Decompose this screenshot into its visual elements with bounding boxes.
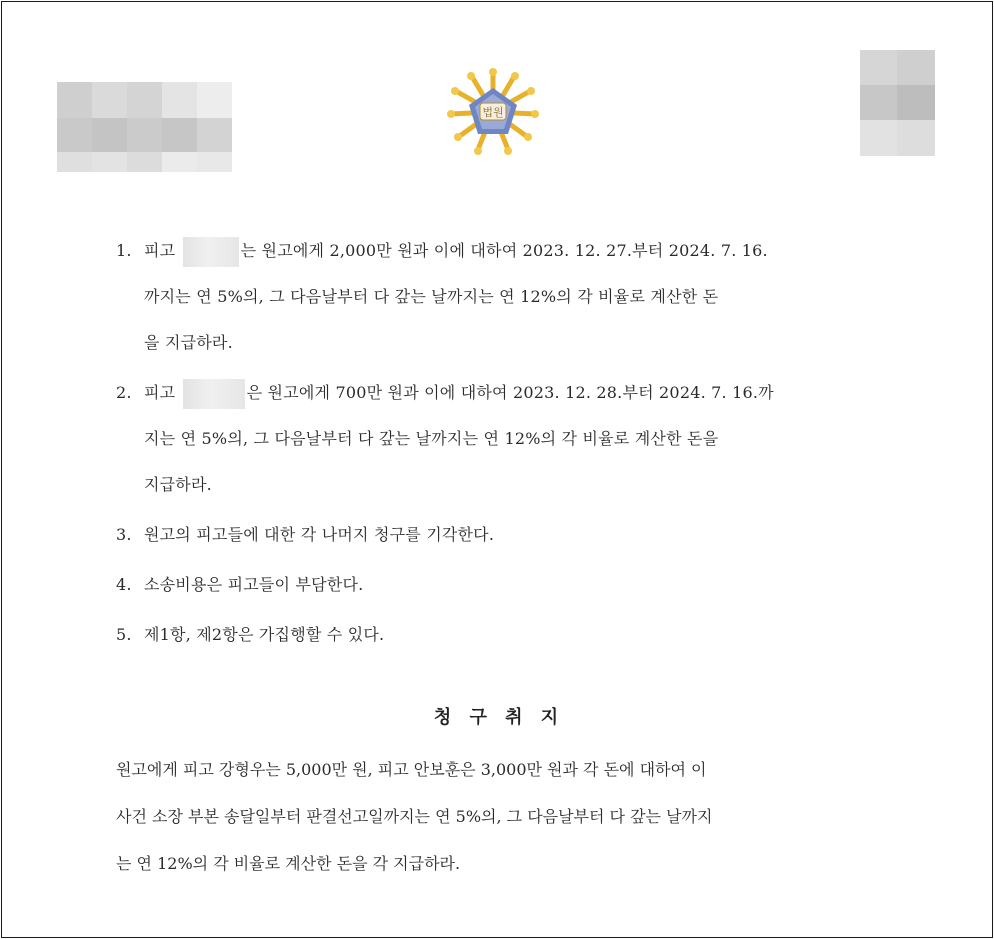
order-line: 피고 은 원고에게 700만 원과 이에 대하여 2023. 12. 28.부터 2024. 7. 16.까 — [116, 370, 876, 416]
order-item-5 — [116, 612, 876, 658]
judgment-orders — [116, 228, 876, 658]
order-number: 4. — [116, 575, 132, 594]
order-line: 제1항, 제2항은 가집행할 수 있다. — [144, 625, 385, 644]
order-line: 피고 는 원고에게 2,000만 원과 이에 대하여 2023. 12. 27.부터 2024. 7. 16. — [116, 228, 876, 274]
redacted-name — [183, 379, 245, 409]
order-item-4 — [116, 562, 876, 608]
claims-line: 는 연 12%의 각 비율로 계산한 돈을 각 지급하라. — [116, 854, 461, 873]
order-line: 까지는 연 5%의, 그 다음날부터 다 갚는 날까지는 연 12%의 각 비율로 계산한 돈 — [144, 287, 719, 306]
order-line: 을 지급하라. — [144, 333, 233, 352]
redacted-header-right — [860, 50, 935, 156]
order-item-1 — [116, 228, 876, 366]
section-title: 청 구 취 지 — [433, 707, 565, 728]
claims-line: 원고에게 피고 강형우는 5,000만 원, 피고 안보훈은 3,000만 원과 각 돈에 대하여 이 — [116, 760, 707, 779]
claims-paragraph — [116, 746, 876, 887]
order-number: 1. — [116, 241, 132, 260]
order-number: 2. — [116, 383, 132, 402]
order-item-3 — [116, 512, 876, 558]
order-number: 3. — [116, 525, 132, 544]
order-item-2 — [116, 370, 876, 508]
court-seal-emblem — [445, 66, 541, 158]
order-number: 5. — [116, 625, 132, 644]
document-page — [1, 1, 993, 938]
claims-line: 사건 소장 부본 송달일부터 판결선고일까지는 연 5%의, 그 다음날부터 다 갚는 날까지 — [116, 807, 713, 826]
redacted-name — [183, 237, 239, 267]
order-line: 지는 연 5%의, 그 다음날부터 다 갚는 날까지는 연 12%의 각 비율로 계산한 돈을 — [144, 429, 719, 448]
seal-label: 법원 — [482, 106, 504, 119]
order-line: 원고의 피고들에 대한 각 나머지 청구를 기각한다. — [144, 525, 495, 544]
order-line: 지급하라. — [144, 475, 212, 494]
redacted-header-left — [57, 82, 232, 172]
order-line: 소송비용은 피고들이 부담한다. — [144, 575, 364, 594]
